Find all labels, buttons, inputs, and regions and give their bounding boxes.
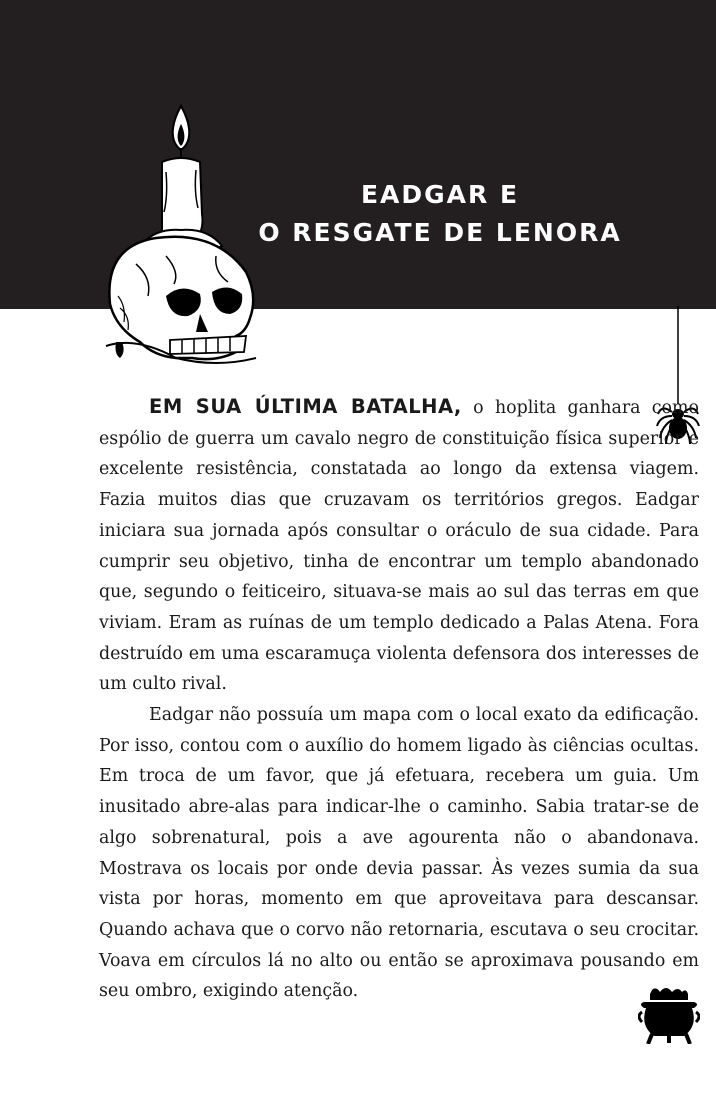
paragraph-2: Eadgar não possuía um mapa com o local exato da edificação. Por isso, contou com o auxílio do homem ligado às ciências ocultas. Em troca de um favor, que já efetuara, recebera um guia. Um inusitado abre-alas para indicar-lhe o caminho. Sabia tratar-se de algo sobrenatural, pois a ave agourenta não o abandonava. Mostrava os locais por onde devia passar. Às vezes sumia da sua vista por horas, momento em que aproveitava para descansar. Quando achava que o corvo não retornaria, escutava o seu crocitar. Voava em círculos lá no alto ou então se aproximava pousando em seu ombro, exigindo atenção. (99, 705, 699, 1002)
paragraph-1 (99, 392, 699, 700)
chapter-body-text (99, 392, 699, 1007)
chapter-title-line-2: O RESGATE DE LENORA (258, 218, 622, 247)
lead-in-text: EM SUA ÚLTIMA BATALHA, (149, 395, 462, 418)
chapter-title (250, 176, 630, 252)
paragraph-1-text: o hoplita ganhara como espólio de guerra um cavalo negro de constituição física superior e excelente resistência, constatada ao longo da extensa viagem. Fazia muitos dias que cruzavam os territórios gregos. Eadgar iniciara sua jornada após consultar o oráculo de sua cidade. Para cumprir seu objetivo, tinha de encontrar um templo abandonado que, segundo o feiticeiro, situava-se mais ao sul das terras em que viviam. Eram as ruínas de um templo dedicado a Palas Atena. Fora destruído em uma escaramuça violenta defensora dos interesses de um culto rival. (99, 398, 699, 695)
chapter-title-line-1: EADGAR E (360, 180, 520, 209)
skull-candle-icon (96, 96, 266, 371)
cauldron-icon (638, 986, 700, 1044)
